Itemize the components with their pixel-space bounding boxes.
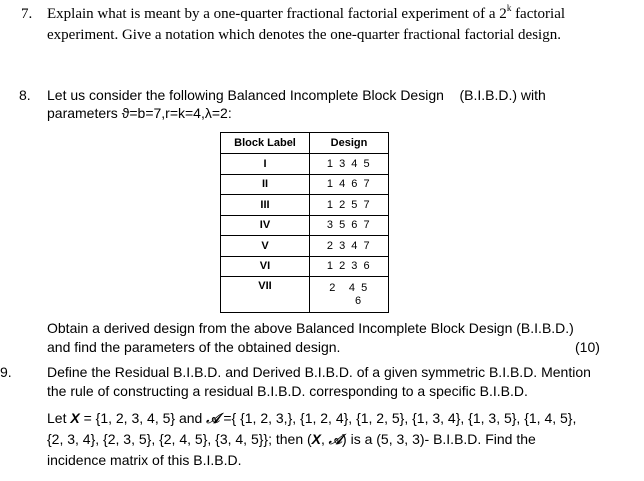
table-row (221, 154, 389, 175)
exponent-k: k (506, 3, 512, 13)
question-9-number: 9. (0, 364, 12, 380)
question-7-line-1 (47, 3, 566, 23)
text: {2, 3, 4}, {2, 3, 5}, {2, 4, 5}, {3, 4, 5}}; then ( (47, 431, 312, 447)
column-header-design: Design (310, 133, 389, 154)
table-row (221, 174, 389, 195)
design-value: 2 (329, 281, 337, 294)
design-value: 6 (354, 294, 363, 307)
design-cell: 2 3 4 7 (310, 236, 389, 257)
set-x-symbol: X (311, 431, 322, 447)
question-7-line-2: experiment. Give a notation which denotes the one-quarter fractional factorial design. (47, 27, 561, 43)
question-8-line-1: Let us consider the following Balanced Incomplete Block Design (B.I.B.D.) with (47, 87, 546, 103)
text: ={ {1, 2, 3,}, {1, 2, 4}, {1, 2, 5}, {1, 3, 4}, {1, 3, 5}, {1, 4, 5}, (219, 410, 577, 426)
design-cell: 1 4 6 7 (310, 174, 389, 195)
design-value-wrapped (349, 282, 369, 308)
block-label-cell: IV (221, 215, 310, 236)
design-cell: 3 5 6 7 (310, 215, 389, 236)
block-label-cell: V (221, 236, 310, 257)
table-row (221, 277, 389, 313)
block-label-cell: VI (221, 256, 310, 277)
set-a-symbol: 𝒜 (206, 411, 220, 427)
question-9-para-2-line-3: incidence matrix of this B.I.B.D. (47, 452, 242, 468)
bibd-table (220, 132, 389, 313)
block-label-cell: III (221, 195, 310, 216)
design-cell: 1 2 3 6 (310, 256, 389, 277)
design-value: 4 5 (348, 281, 369, 294)
design-cell: 1 3 4 5 (310, 154, 389, 175)
question-9-para-2-line-2 (47, 431, 536, 448)
question-8-line-2: parameters ϑ=b=7,r=k=4,λ=2: (47, 105, 232, 121)
text: = {1, 2, 3, 4, 5} and (79, 410, 207, 426)
question-8-line-4: and find the parameters of the obtained design. (47, 339, 341, 355)
text: Let (47, 410, 71, 426)
block-label-cell: VII (221, 277, 310, 313)
question-7-text: Explain what is meant by a one-quarter fractional factorial experiment of a 2 (47, 6, 507, 22)
question-7-text-end: factorial (511, 6, 566, 22)
question-8-line-3: Obtain a derived design from the above Balanced Incomplete Block Design (B.I.B.D.) (47, 320, 574, 336)
set-a-symbol: 𝒜 (328, 432, 343, 448)
design-cell (310, 277, 389, 313)
table-row (221, 256, 389, 277)
question-9-para-2-line-1 (47, 410, 576, 427)
set-x-symbol: X (70, 410, 80, 426)
question-8-number: 8. (19, 87, 31, 103)
text: , (321, 431, 329, 447)
question-9-line-1: Define the Residual B.I.B.D. and Derived B.I.B.D. of a given symmetric B.I.B.D. Mention (47, 364, 591, 380)
block-label-cell: I (221, 154, 310, 175)
table-row (221, 215, 389, 236)
text: ) is a (5, 3, 3)- B.I.B.D. Find the (342, 431, 536, 447)
table-row (221, 236, 389, 257)
question-9-line-2: the rule of constructing a residual B.I.B.D. corresponding to a specific B.I.B.D. (47, 383, 528, 399)
question-7-number: 7. (21, 6, 33, 22)
table-row (221, 195, 389, 216)
table-header-row (221, 133, 389, 154)
column-header-block-label: Block Label (221, 133, 310, 154)
block-label-cell: II (221, 174, 310, 195)
question-8-marks: (10) (575, 339, 600, 355)
design-cell: 1 2 5 7 (310, 195, 389, 216)
